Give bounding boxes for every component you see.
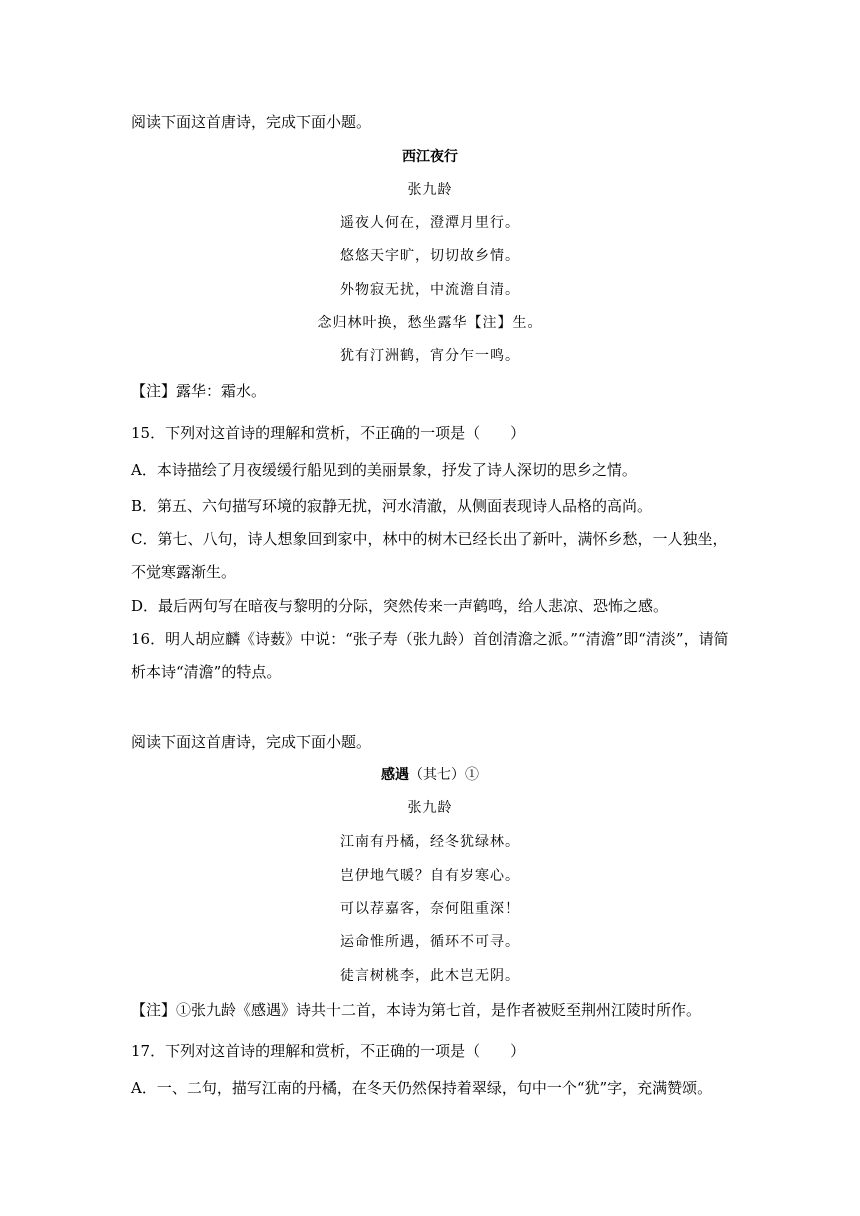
poem1-line: 外物寂无扰，中流澹自清。 xyxy=(340,282,520,298)
poem2-title-main: 感遇 xyxy=(381,767,409,783)
q15-option-b: B．第五、六句描写环境的寂静无扰，河水清澈，从侧面表现诗人品格的高尚。 xyxy=(131,497,653,515)
poem2-title xyxy=(131,765,729,785)
q15-option-a: A．本诗描绘了月夜缓缓行船见到的美丽景象，抒发了诗人深切的思乡之情。 xyxy=(131,461,637,479)
poem1-line: 念归林叶换，愁坐露华【注】生。 xyxy=(317,315,543,331)
poem1-line: 遥夜人何在，澄潭月里行。 xyxy=(340,215,520,231)
poem2-line: 岂伊地气暖？自有岁寒心。 xyxy=(340,868,520,884)
poem1-note: 【注】露华：霜水。 xyxy=(131,382,267,400)
poem2-author: 张九龄 xyxy=(407,800,453,816)
q17-stem: 17．下列对这首诗的理解和赏析，不正确的一项是（ ） xyxy=(131,1042,526,1060)
poem2-line: 江南有丹橘，经冬犹绿林。 xyxy=(340,834,520,850)
q15-option-c-cont: 不觉寒露渐生。 xyxy=(131,563,237,581)
q15-option-c: C．第七、八句，诗人想象回到家中，林中的树木已经长出了新叶，满怀乡愁，一人独坐， xyxy=(131,530,728,548)
poem1-title: 西江夜行 xyxy=(402,149,458,165)
section2-intro: 阅读下面这首唐诗，完成下面小题。 xyxy=(131,733,372,751)
q16-text-cont: 析本诗“清澹”的特点。 xyxy=(131,663,282,681)
section1-intro: 阅读下面这首唐诗，完成下面小题。 xyxy=(131,113,372,131)
q17-option-a: A．一、二句，描写江南的丹橘，在冬天仍然保持着翠绿，句中一个“犹”字，充满赞颂。 xyxy=(131,1079,713,1097)
poem2-line: 可以荐嘉客，奈何阻重深！ xyxy=(340,901,520,917)
q15-stem: 15．下列对这首诗的理解和赏析，不正确的一项是（ ） xyxy=(131,424,526,442)
q15-option-d: D．最后两句写在暗夜与黎明的分际，突然传来一声鹤鸣，给人悲凉、恐怖之感。 xyxy=(131,597,669,615)
poem1-author: 张九龄 xyxy=(407,182,453,198)
poem2-line: 徒言树桃李，此木岂无阴。 xyxy=(340,968,520,984)
poem2-title-suffix: （其七）① xyxy=(409,767,479,783)
q16-text: 16．明人胡应麟《诗薮》中说：“张子寿（张九龄）首创清澹之派。”“清澹”即“清淡”，请简 xyxy=(131,630,729,648)
poem2-line: 运命惟所遇，循环不可寻。 xyxy=(340,934,520,950)
poem2-note: 【注】①张九龄《感遇》诗共十二首，本诗为第七首，是作者被贬至荆州江陵时所作。 xyxy=(131,1001,702,1019)
poem1-line: 犹有汀洲鹤，宵分乍一鸣。 xyxy=(340,348,520,364)
poem1-line: 悠悠天宇旷，切切故乡情。 xyxy=(340,248,520,264)
